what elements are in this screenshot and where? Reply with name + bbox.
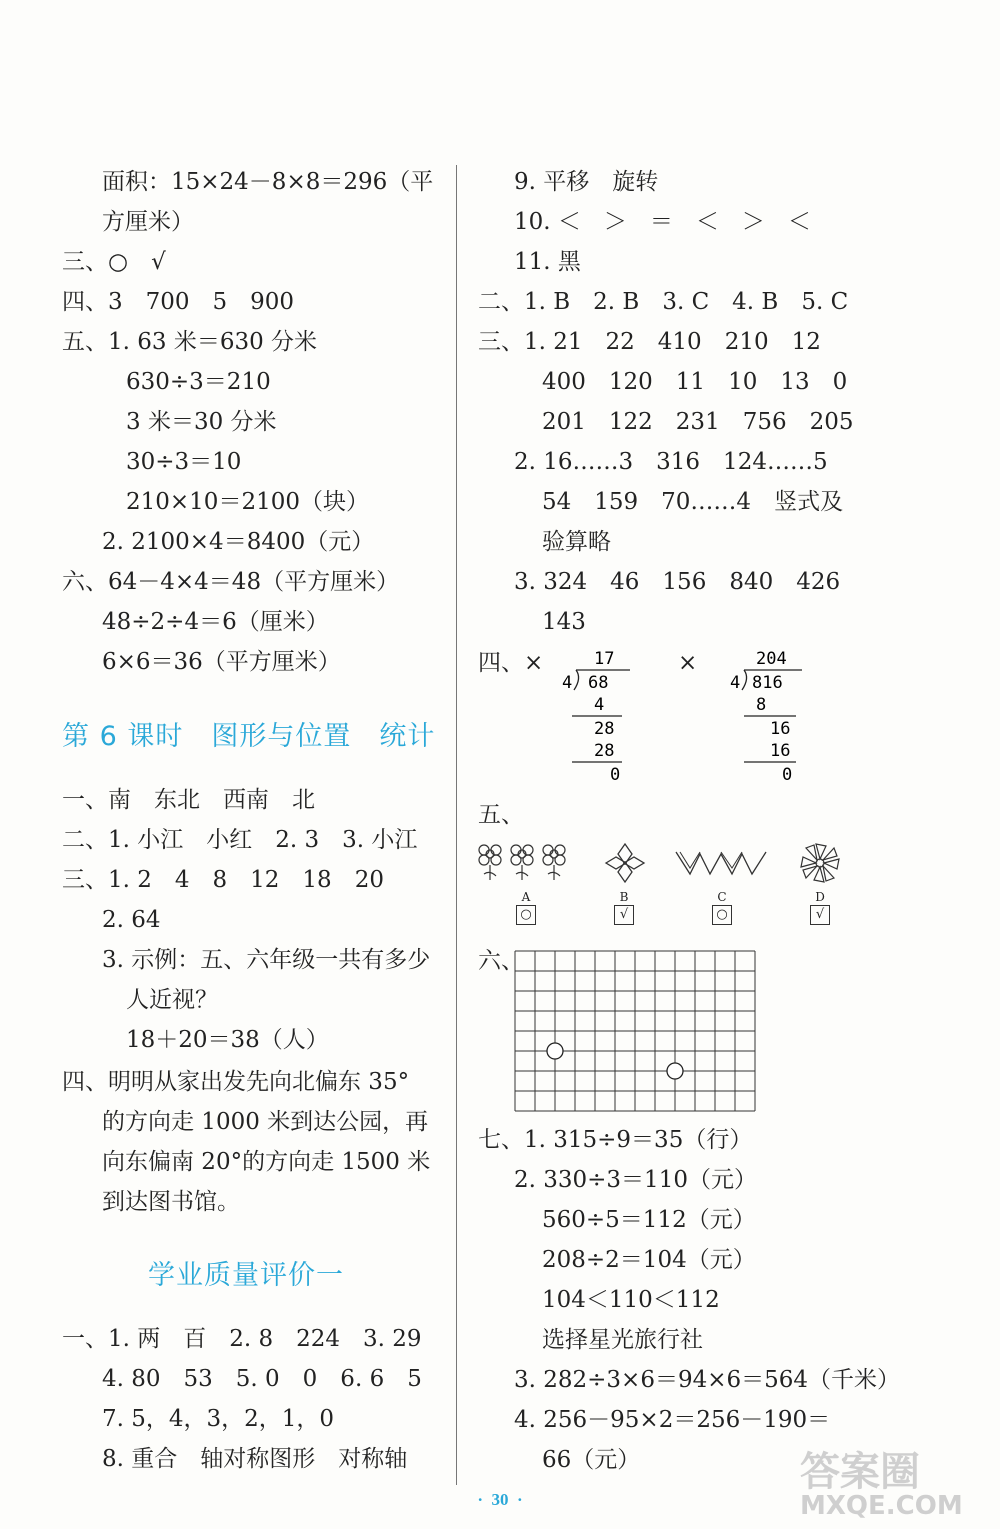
text-line: 方厘米） [102,209,194,235]
q5-label: 五、 [478,802,524,828]
text-line: 7. 5，4，3，2，1，0 [102,1406,335,1432]
text-line: 四、明明从家出发先向北偏东 35° [62,1069,410,1095]
text-line: 30÷3＝10 [126,449,242,475]
option-box: ○ [516,905,536,925]
text-line: 四、3 700 5 900 [62,289,295,315]
step: 0 [782,765,793,785]
option-box: ○ [712,905,732,925]
text-line: 210×10＝2100（块） [126,489,369,515]
text-line: 66（元） [542,1447,641,1473]
page-number: 30 [491,1490,509,1509]
text-line: 8. 重合 轴对称图形 对称轴 [102,1446,408,1472]
text-line: 选择星光旅行社 [542,1327,703,1353]
step: 4 [594,695,605,715]
watermark-logo: 答案圈 [800,1449,920,1495]
text-line: 2. 16……3 316 124……5 [514,449,828,475]
text-line: 48÷2÷4＝6（厘米） [102,609,329,635]
divisor: 4 [562,673,573,693]
crown-figure [674,848,768,878]
pinwheel-figure [796,840,844,886]
text-line: 验算略 [542,529,611,555]
step: 16 [770,741,791,761]
text-line: 一、南 东北 西南 北 [62,787,315,813]
text-line: 向东偏南 20°的方向走 1500 米 [102,1149,431,1175]
cross-mark: × [678,650,698,676]
text-line: 10. ＜ ＞ ＝ ＜ ＞ ＜ [514,209,811,235]
text-line: 五、1. 63 米＝630 分米 [62,329,318,355]
option-letter: A [521,890,531,904]
text-line: 六、64－4×4＝48（平方厘米） [62,569,400,595]
q4-label: 四、× [478,650,544,676]
square-grid [514,950,758,1112]
diamond-figure [602,842,648,884]
step: 8 [756,695,767,715]
option-b [612,890,636,925]
text-line: 三、1. 21 22 410 210 12 [478,329,821,355]
division-bracket [574,670,579,690]
dividend: 816 [752,673,783,693]
text-line: 3 米＝30 分米 [126,409,277,435]
text-line: 208÷2＝104（元） [542,1247,756,1273]
division-bracket [742,670,747,690]
q6-label: 六、 [478,948,524,974]
text-line: 9. 平移 旋转 [514,169,659,195]
text-line: 七、1. 315÷9＝35（行） [478,1127,753,1153]
option-box: √ [810,905,830,925]
text-line: 3. 282÷3×6＝94×6＝564（千米） [514,1367,901,1393]
text-line: 560÷5＝112（元） [542,1207,756,1233]
quotient: 17 [594,649,615,669]
divisor: 4 [730,673,741,693]
text-line: 18＋20＝38（人） [126,1027,329,1053]
flowers-figure [474,840,570,884]
text-line: 201 122 231 756 205 [542,409,854,435]
text-line: 人近视？ [126,987,218,1013]
grid-circle [667,1063,683,1079]
section-heading: 学业质量评价一 [148,1260,344,1291]
grid-circle [547,1043,563,1059]
text-line: 3. 324 46 156 840 426 [514,569,841,595]
text-line: 6×6＝36（平方厘米） [102,649,341,675]
step: 0 [610,765,621,785]
long-division-2 [726,646,826,786]
step: 16 [770,719,791,739]
text-line: 54 159 70……4 竖式及 [542,489,844,515]
text-line: 400 120 11 10 13 0 [542,369,848,395]
option-box: √ [614,905,634,925]
option-letter: C [717,890,727,904]
text-line: 的方向走 1000 米到达公园，再 [102,1109,429,1135]
flower-icons [479,845,565,880]
text-line: 二、1. 小江 小红 2. 3 3. 小江 [62,827,418,853]
text-line: 143 [542,609,586,635]
bullet: · [477,1490,492,1509]
text-line: 11. 黑 [514,249,581,275]
option-letter: D [815,890,825,904]
text-line: 到达图书馆。 [102,1189,240,1215]
watermark-url: MXQE.COM [800,1491,963,1521]
text-line: 2. 2100×4＝8400（元） [102,529,375,555]
step: 28 [594,719,615,739]
long-division-1 [558,646,638,786]
bullet: · [508,1490,523,1509]
text-line: 面积：15×24－8×8＝296（平 [102,169,434,195]
text-line: 一、1. 两 百 2. 8 224 3. 29 [62,1326,422,1352]
option-d [808,890,832,925]
text-line: 4. 80 53 5. 0 0 6. 6 5 [102,1366,422,1392]
text-line: 三、○ √ [62,249,166,275]
step: 28 [594,741,615,761]
text-line: 4. 256－95×2＝256－190＝ [514,1407,831,1433]
text-line: 二、1. B 2. B 3. C 4. B 5. C [478,289,849,315]
text-line: 2. 330÷3＝110（元） [514,1167,757,1193]
text-line: 3. 示例：五、六年级一共有多少 [102,947,431,973]
quotient: 204 [756,649,787,669]
option-letter: B [619,890,629,904]
option-a [514,890,538,925]
text-line: 三、1. 2 4 8 12 18 20 [62,867,384,893]
option-c [710,890,734,925]
watermark [800,1440,995,1521]
section-heading: 第 6 课时 图形与位置 统计 [62,721,436,752]
text-line: 104＜110＜112 [542,1287,720,1313]
text-line: 2. 64 [102,907,161,933]
text-line: 630÷3＝210 [126,369,271,395]
dividend: 68 [588,673,609,693]
column-divider [456,165,457,1485]
